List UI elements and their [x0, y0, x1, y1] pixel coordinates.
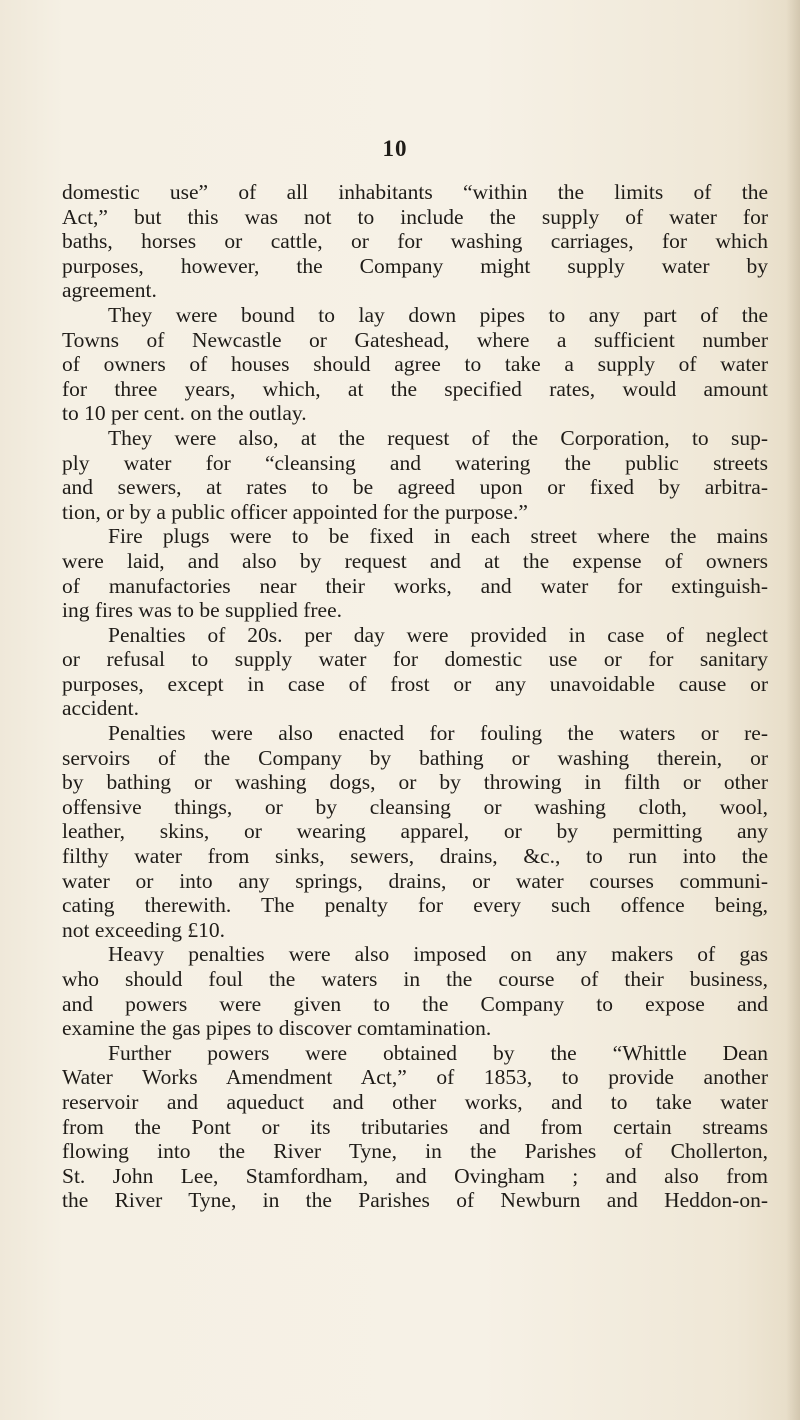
text-line: of manufactories near their works, and water for extinguish-: [62, 573, 768, 598]
page-number: 10: [382, 136, 408, 161]
text-line: accident.: [62, 696, 139, 721]
text-line: They were also, at the request of the Corporation, to sup-: [108, 425, 768, 450]
text-line: offensive things, or by cleansing or washing cloth, wool,: [62, 794, 768, 819]
text-line: Water Works Amendment Act,” of 1853, to provide another: [62, 1065, 768, 1090]
paragraph: [62, 426, 768, 524]
paragraph: [62, 180, 768, 303]
text-line: and powers were given to the Company to expose and: [62, 991, 768, 1016]
paragraph: [62, 623, 768, 721]
paragraph: [62, 942, 768, 1040]
text-line: baths, horses or cattle, or for washing carriages, for which: [62, 229, 768, 254]
text-line: water or into any springs, drains, or water courses communi-: [62, 868, 768, 893]
paragraph: [62, 524, 768, 622]
text-line: flowing into the River Tyne, in the Parishes of Chollerton,: [62, 1139, 768, 1164]
text-line: leather, skins, or wearing apparel, or by permitting any: [62, 819, 768, 844]
text-line: ing fires was to be supplied free.: [62, 598, 343, 623]
text-line: purposes, however, the Company might supply water by: [62, 253, 768, 278]
text-line: Towns of Newcastle or Gateshead, where a sufficient number: [62, 327, 768, 352]
text-line: or refusal to supply water for domestic use or for sanitary: [62, 647, 768, 672]
text-line: and sewers, at rates to be agreed upon or fixed by arbitra-: [62, 475, 768, 500]
text-line: agreement.: [62, 278, 157, 303]
text-line: Heavy penalties were also imposed on any makers of gas: [108, 942, 768, 967]
text-line: St. John Lee, Stamfordham, and Ovingham ; and also from: [62, 1163, 768, 1188]
text-line: cating therewith. The penalty for every such offence being,: [62, 893, 768, 918]
text-line: They were bound to lay down pipes to any part of the: [108, 302, 768, 327]
text-line: who should foul the waters in the course of their business,: [62, 967, 768, 991]
page-edge-shadow: [786, 0, 800, 1420]
text-line: were laid, and also by request and at the expense of owners: [62, 548, 768, 573]
text-line: Fire plugs were to be fixed in each street where the mains: [108, 524, 768, 549]
text-line: for three years, which, at the specified rates, would amount: [62, 376, 768, 401]
text-line: servoirs of the Company by bathing or washing therein, or: [62, 745, 768, 770]
text-line: ply water for “cleansing and watering the public streets: [62, 450, 768, 475]
paragraph: [62, 1041, 768, 1213]
text-line: tion, or by a public officer appointed for the purpose.”: [62, 499, 528, 524]
paragraph: [62, 303, 768, 426]
text-line: by bathing or washing dogs, or by throwing in filth or other: [62, 770, 768, 795]
text-line: Penalties were also enacted for fouling the waters or re-: [108, 721, 768, 746]
text-line: Penalties of 20s. per day were provided in case of neglect: [108, 622, 768, 647]
text-line: examine the gas pipes to discover comtamination.: [62, 1016, 492, 1041]
text-line: Further powers were obtained by the “Whittle Dean: [108, 1040, 768, 1065]
body-text: [62, 180, 768, 1213]
text-line: filthy water from sinks, sewers, drains, &c., to run into the: [62, 844, 768, 869]
text-line: purposes, except in case of frost or any unavoidable cause or: [62, 671, 768, 696]
text-line: to 10 per cent. on the outlay.: [62, 401, 307, 426]
text-line: of owners of houses should agree to take a supply of water: [62, 352, 768, 377]
text-line: domestic use” of all inhabitants “within the limits of the: [62, 180, 768, 204]
text-line: the River Tyne, in the Parishes of Newburn and Heddon-on-: [62, 1188, 768, 1213]
text-line: not exceeding £10.: [62, 917, 225, 942]
text-line: reservoir and aqueduct and other works, and to take water: [62, 1089, 768, 1114]
text-line: Act,” but this was not to include the supply of water for: [62, 204, 768, 229]
text-line: from the Pont or its tributaries and from certain streams: [62, 1114, 768, 1139]
paragraph: [62, 721, 768, 942]
